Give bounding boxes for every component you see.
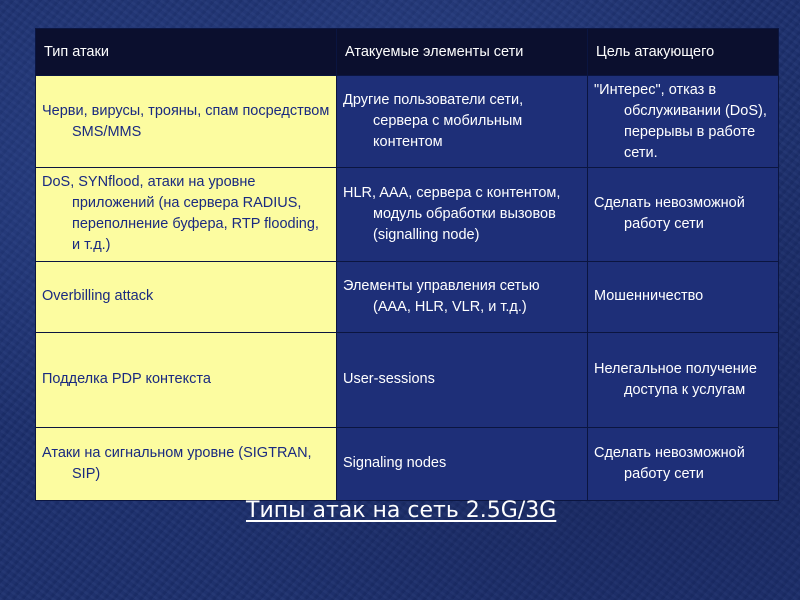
header-attacked-elements: Атакуемые элементы сети <box>337 29 588 76</box>
attacked-elements-cell <box>337 427 588 500</box>
attacker-goal-cell <box>588 261 779 332</box>
table-row <box>36 168 779 261</box>
cell-text: User-sessions <box>343 371 435 388</box>
attack-type-cell <box>36 261 337 332</box>
cell-text: Сделать невозможной работу сети <box>594 444 745 482</box>
cell-text: Нелегальное получение доступа к услугам <box>594 360 757 398</box>
header-attacker-goal: Цель атакующего <box>588 29 779 76</box>
cell-text: Элементы управления сетью (AAA, HLR, VLR, и т.д.) <box>343 277 540 315</box>
attacked-elements-cell <box>337 332 588 427</box>
attacked-elements-cell <box>337 261 588 332</box>
attacked-elements-cell <box>337 168 588 261</box>
attack-type-cell <box>36 76 337 168</box>
cell-text: Signaling nodes <box>343 455 447 472</box>
cell-text: HLR, AAA, сервера с контентом, модуль обработки вызовов (signalling node) <box>343 184 561 243</box>
cell-text: Другие пользователи сети, сервера с мобильным контентом <box>343 92 524 151</box>
cell-text: Сделать невозможной работу сети <box>594 195 745 233</box>
table-row <box>36 76 779 168</box>
table-row <box>36 427 779 500</box>
table-header-row <box>36 29 779 76</box>
cell-text: DoS, SYNflood, атаки на уровне приложений (на сервера RADIUS, переполнение буфера, RTP flooding, и т.д.) <box>42 174 319 254</box>
slide-title: Типы атак на сеть 2.5G/3G <box>246 498 557 523</box>
header-attack-type: Тип атаки <box>36 29 337 76</box>
cell-text: Overbilling attack <box>42 288 154 305</box>
attacker-goal-cell <box>588 427 779 500</box>
attacker-goal-cell <box>588 332 779 427</box>
table-row <box>36 261 779 332</box>
attack-type-cell <box>36 332 337 427</box>
attacker-goal-cell <box>588 168 779 261</box>
cell-text: Подделка PDP контекста <box>42 371 211 388</box>
cell-text: Атаки на сигнальном уровне (SIGTRAN, SIP) <box>42 444 312 482</box>
attacked-elements-cell <box>337 76 588 168</box>
cell-text: Черви, вирусы, трояны, спам посредством SMS/MMS <box>42 102 330 140</box>
attack-type-cell <box>36 168 337 261</box>
table-row <box>36 332 779 427</box>
cell-text: "Интерес", отказ в обслуживании (DoS), перерывы в работе сети. <box>594 81 767 161</box>
attacker-goal-cell <box>588 76 779 168</box>
cell-text: Мошенничество <box>594 288 704 305</box>
attack-types-table <box>35 28 779 501</box>
attack-type-cell <box>36 427 337 500</box>
